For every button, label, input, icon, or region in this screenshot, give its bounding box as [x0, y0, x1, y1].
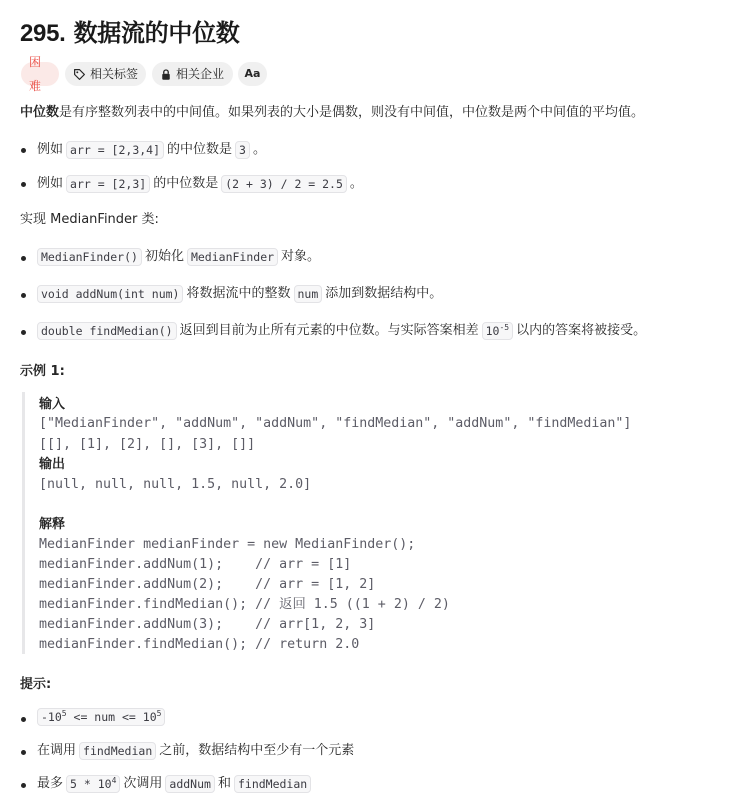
problem-number: 295.	[20, 20, 66, 47]
intro-paragraph	[20, 104, 644, 122]
constraint-item	[37, 708, 168, 726]
intro-text: 是有序整数列表中的中间值。如果列表的大小是偶数，则没有中间值，中位数是两个中间值的平均值。	[59, 105, 645, 120]
code-exponent: -5	[499, 323, 510, 332]
input-line-1: ["MedianFinder", "addNum", "addNum", "findMedian", "addNum", "findMedian"]	[39, 416, 632, 431]
translate-button[interactable]	[238, 62, 267, 86]
inline-code	[482, 322, 514, 340]
input-label: 输入	[39, 397, 66, 412]
text: 和	[217, 776, 231, 791]
code-exponent: 5	[61, 709, 67, 718]
bullet-dot	[21, 256, 26, 261]
text: 例如	[37, 142, 64, 157]
text: 将数据流中的整数	[186, 286, 291, 301]
explain-line: medianFinder.findMedian(); // 返回 1.5 ((1 + 2) / 2)	[39, 597, 450, 612]
explain-line: medianFinder.addNum(1); // arr = [1]	[39, 557, 352, 572]
text: 对象。	[281, 249, 321, 264]
problem-title: 数据流的中位数	[73, 19, 240, 47]
lock-icon	[160, 68, 172, 81]
inline-code: (2 + 3) / 2 = 2.5	[221, 175, 347, 193]
inline-code	[37, 708, 165, 726]
bullet-dot	[21, 750, 26, 755]
tag-icon	[73, 68, 86, 81]
text: 最多	[37, 776, 64, 791]
output-line: [null, null, null, 1.5, null, 2.0]	[39, 477, 312, 492]
inline-code: MedianFinder()	[37, 248, 142, 266]
list-item	[37, 174, 363, 194]
bullet-dot	[21, 182, 26, 187]
list-item	[37, 247, 320, 267]
code-exponent: 4	[111, 776, 117, 785]
bullet-dot	[21, 717, 26, 722]
code-exponent: 5	[156, 709, 162, 718]
code-part: -10	[41, 710, 62, 724]
implement-line: 实现 MedianFinder 类:	[20, 212, 159, 227]
list-item	[37, 284, 442, 304]
inline-code: num	[294, 285, 323, 303]
bullet-dot	[21, 330, 26, 335]
list-item	[37, 140, 266, 160]
bullet-dot	[21, 148, 26, 153]
companies-tag-label: 相关企业	[176, 67, 225, 81]
code-base: 5 * 10	[70, 777, 112, 791]
explain-line: medianFinder.addNum(3); // arr[1, 2, 3]	[39, 617, 376, 632]
inline-code: findMedian	[79, 742, 156, 760]
explain-line: medianFinder.findMedian(); // return 2.0	[39, 637, 360, 652]
list-item	[37, 321, 646, 341]
inline-code: double findMedian()	[37, 322, 177, 340]
inline-code: MedianFinder	[187, 248, 278, 266]
inline-code: arr = [2,3]	[66, 175, 150, 193]
example-block-border	[22, 392, 25, 654]
text: 添加到数据结构中。	[325, 286, 443, 301]
topics-tag-label: 相关标签	[90, 67, 139, 81]
input-line-2: [[], [1], [2], [], [3], []]	[39, 437, 256, 452]
code-part: <= num <= 10	[66, 710, 157, 724]
text: 例如	[37, 176, 64, 191]
text: 的中位数是	[153, 176, 219, 191]
text: 。	[252, 142, 266, 157]
explain-line: medianFinder.addNum(2); // arr = [1, 2]	[39, 577, 376, 592]
inline-code: arr = [2,3,4]	[66, 141, 164, 159]
text: 的中位数是	[167, 142, 233, 157]
explain-line: MedianFinder medianFinder = new MedianFinder();	[39, 537, 416, 552]
difficulty-badge[interactable]	[21, 55, 59, 93]
inline-code: void addNum(int num)	[37, 285, 183, 303]
text: 初始化	[144, 249, 184, 264]
explain-label: 解释	[39, 517, 66, 532]
example-heading: 示例 1:	[20, 364, 65, 379]
text: 。	[349, 176, 363, 191]
text: 在调用	[37, 743, 77, 758]
inline-code: addNum	[165, 775, 215, 793]
bullet-dot	[21, 783, 26, 788]
output-label: 输出	[39, 457, 66, 472]
constraint-item	[37, 741, 354, 761]
text: 次调用	[123, 776, 163, 791]
companies-tag-button[interactable]	[152, 62, 233, 86]
constraints-heading: 提示:	[20, 677, 52, 692]
text: 返回到目前为止所有元素的中位数。与实际答案相差	[179, 323, 479, 338]
topics-tag-button[interactable]	[65, 62, 146, 86]
text: 以内的答案将被接受。	[516, 323, 647, 338]
difficulty-label: 困难	[29, 55, 42, 93]
page-title	[20, 13, 239, 48]
inline-code	[66, 775, 120, 793]
inline-code: 3	[235, 141, 250, 159]
intro-bold-term: 中位数	[20, 105, 60, 120]
constraint-item	[37, 774, 314, 794]
bullet-dot	[21, 293, 26, 298]
translate-icon: Aa	[244, 67, 261, 80]
text: 之前，数据结构中至少有一个元素	[159, 743, 355, 758]
inline-code: findMedian	[234, 775, 311, 793]
code-base: 10	[485, 324, 500, 338]
